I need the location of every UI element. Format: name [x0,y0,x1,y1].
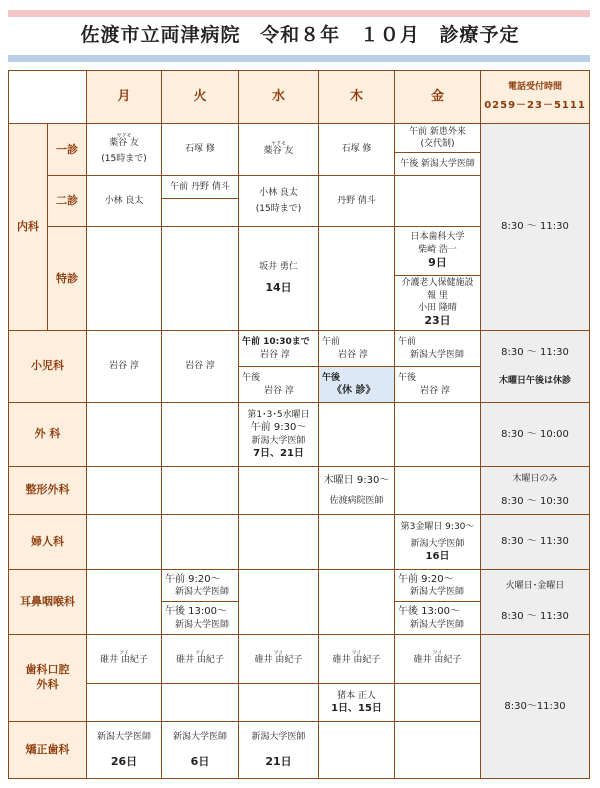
doctor-name: 新潟大学医師 [410,619,465,630]
fujinka-wed [238,514,319,570]
bottom-blue-bar [8,55,590,62]
seikei-wed [238,466,319,515]
shika-wed [238,634,319,684]
doctor-name: 岩谷 淳 [338,349,368,360]
naika-hours: 8:30 ～ 11:30 [480,123,590,331]
kyosei-wed [238,721,319,779]
dept-fujinka: 婦人科 [8,514,87,570]
header-mon: 月 [86,70,162,124]
doctor-name: 薬谷 友 [109,137,139,148]
fujinka-fri [394,514,481,570]
ruby-text: ヤクモ [270,140,286,147]
ichi-tue: 石塚 修 [161,123,239,176]
doctor-name: 碓井 由紀子 [100,655,148,666]
ichi-fri-pm: 午後 新潟大学医師 [394,152,481,176]
geka-thu [318,402,395,467]
ni-mon: 小林 良太 [86,175,162,227]
am-label: 午前 10:30まで [242,337,310,348]
doctor-name: 新潟大学医師 [251,435,306,446]
jibika-tue-pm [161,601,239,635]
ichi-wed [238,123,319,176]
ichi-fri-am [394,123,481,153]
seikei-mon [86,466,162,515]
am-label: 午前 [398,337,417,348]
shonika-hours [480,330,590,403]
seikei-fri [394,466,481,515]
schedule-year: 令和８年 [260,24,341,46]
fujinka-tue [161,514,239,570]
ichi-thu: 石塚 修 [318,123,395,176]
geka-tue [161,402,239,467]
am-label: 午前 9:20～ [398,573,454,585]
jibika-tue-am [161,569,239,602]
am-label: 午前 新患外来 [409,126,466,137]
hours-note: 火曜日･金曜日 [505,581,565,592]
doctor-name: 佐渡病院医師 [329,496,384,507]
doctor-name: 碓井 由紀子 [332,655,381,666]
pm-label: 午後 [398,373,417,384]
toku-fri-2 [394,275,481,331]
schedule-month: １０月 [359,24,420,46]
am-note: (交代制) [420,139,455,149]
shika2-fri [394,683,481,722]
ruby-text: ツイ [195,650,205,657]
hospital-name: 佐渡市立両津病院 [80,24,241,46]
date-text: 16日 [425,550,450,562]
toku-thu [318,226,395,331]
hours-text: 8:30 ～ 11:30 [501,346,569,358]
toku-wed [238,226,319,331]
date-text: 23日 [424,313,451,327]
corner-cell [8,70,87,124]
hours-note: 木曜日午後は休診 [498,376,571,387]
shika2-mon [86,683,162,722]
ni-tue-empty [161,198,239,227]
doctor-name: 小林 良太 [259,188,298,199]
shonika-tue: 岩谷 淳 [161,330,239,403]
shonika-wed-am [238,330,319,367]
ni-thu: 丹野 倩斗 [318,175,395,227]
page-title [0,20,600,47]
hours-text: 8:30 ～ 10:30 [501,495,569,507]
geka-hours: 8:30 ～ 10:00 [480,402,590,467]
jibika-mon [86,569,162,635]
doctor-name: 岩谷 淳 [420,385,450,396]
geka-fri [394,402,481,467]
geka-wed [238,402,319,467]
jibika-wed [238,569,319,635]
kyosei-thu [318,721,395,779]
header-tue: 火 [161,70,239,124]
date-text: 14日 [265,281,292,295]
kyosei-tue [161,721,239,779]
toku-mon [86,226,162,331]
phone-number: 0259－23－5111 [484,100,586,112]
geka-mon [86,402,162,467]
shika-thu [318,634,395,684]
ruby-text: ヤクモ [116,132,132,139]
time-note: 木曜日 9:30～ [323,474,390,486]
date-text: 6日 [190,754,210,768]
doctor-name: 岩谷 淳 [264,385,294,396]
dept-naika: 内科 [8,123,48,331]
doctor-name: 新潟大学医師 [96,731,151,742]
shika2-tue [161,683,239,722]
fujinka-mon [86,514,162,570]
pm-label: 午後 [242,373,261,384]
ruby-text: ツイ [273,650,284,657]
shonika-thu-am [318,330,395,367]
phone-label: 電話受付時間 [507,82,562,93]
dept-shonika: 小児科 [8,330,87,403]
shika2-wed [238,683,319,722]
date-text: 21日 [265,754,292,768]
shika-fri [394,634,481,684]
ruby-text: ツイ [351,650,362,657]
top-pink-bar [8,10,590,17]
date-text: 1日、15日 [331,702,382,714]
hours-note: 木曜日のみ [512,473,558,484]
jibika-fri-am [394,569,481,602]
ruby-text: ツイ [119,650,129,657]
dept-seikei: 整形外科 [8,466,87,515]
jibika-hours [480,569,590,635]
hours-note: (15時まで) [255,203,302,214]
toku-tue [161,226,239,331]
shika-mon [86,634,162,684]
schedule-label: 診療予定 [439,24,520,46]
doctor-name: 碓井 由紀子 [413,655,462,666]
dept-kyosei: 矯正歯科 [8,721,87,779]
doctor-name: 薬谷 友 [263,145,294,156]
hours-text: 8:30 ～ 11:30 [501,611,569,623]
jibika-fri-pm [394,601,481,635]
pm-label: 午後 13:00～ [398,606,460,618]
doctor-name: 新潟大学医師 [172,731,227,742]
doctor-name: 坂井 勇仁 [259,262,298,272]
shika-tue [161,634,239,684]
jibika-thu [318,569,395,635]
pm-label: 午後 13:00～ [165,606,227,618]
dept-jibika: 耳鼻咽喉科 [8,569,87,635]
header-thu: 木 [318,70,395,124]
facility-name: 報 里 [427,290,448,301]
header-fri: 金 [394,70,481,124]
dept-geka: 外 科 [8,402,87,467]
phone-header [480,70,590,124]
sub-ni: 二診 [47,175,87,227]
date-text: 9日 [428,255,447,269]
doctor-name: 碓井 由紀子 [254,655,303,666]
doctor-name: 新潟大学医師 [251,731,306,742]
shonika-mon: 岩谷 淳 [86,330,162,403]
doctor-name: 碓井 由紀子 [176,655,224,666]
header-wed: 水 [238,70,319,124]
shika-hours: 8:30～11:30 [480,634,590,779]
pm-label: 午後 [322,372,341,383]
doctor-name: 新潟大学医師 [175,587,230,598]
seikei-thu [318,466,395,515]
week-note: 第1･3･5水曜日 [247,409,310,420]
toku-fri-1 [394,226,481,276]
doctor-name: 柴崎 浩一 [418,244,457,255]
ichi-mon [86,123,162,176]
ni-tue: 午前 丹野 倩斗 [161,175,239,199]
fujinka-hours: 8:30 ～ 11:30 [480,514,590,570]
kyosei-fri [394,721,481,779]
fujinka-thu [318,514,395,570]
sub-ichi: 一診 [47,123,87,176]
hours-note: (15時まで) [101,154,147,164]
doctor-name: 新潟大学医師 [175,619,230,630]
doctor-name: 猪本 正人 [337,690,376,701]
doctor-name: 岩谷 淳 [260,349,290,360]
ni-fri [394,175,481,227]
shonika-wed-pm [238,366,319,403]
ni-wed [238,175,319,227]
date-text: 26日 [110,754,138,768]
seikei-tue [161,466,239,515]
shonika-thu-pm [318,366,395,403]
dept-shika [8,634,87,722]
doctor-name: 新潟大学医師 [410,587,465,598]
ruby-text: ツイ [432,650,443,657]
doctor-name: 小田 隆晴 [418,302,457,313]
date-text: 7日、21日 [253,447,304,459]
doctor-name: 新潟大学医師 [410,349,465,360]
time-note: 午前 9:30～ [250,422,307,433]
kyosei-mon [86,721,162,779]
week-note: 第3金曜日 9:30～ [400,521,475,532]
affiliation: 介護老人保健施設 [401,278,474,289]
am-label: 午前 9:20～ [165,573,221,585]
sub-toku: 特診 [47,226,87,331]
seikei-hours [480,466,590,515]
shonika-fri-am [394,330,481,367]
am-label: 午前 [322,337,341,348]
doctor-name: 新潟大学医師 [410,538,465,549]
affiliation: 日本歯科大学 [410,232,465,243]
shika2-thu [318,683,395,722]
dept-label: 歯科口腔外科 [25,663,70,691]
closed-label: 《休 診》 [332,384,376,396]
shonika-fri-pm [394,366,481,403]
